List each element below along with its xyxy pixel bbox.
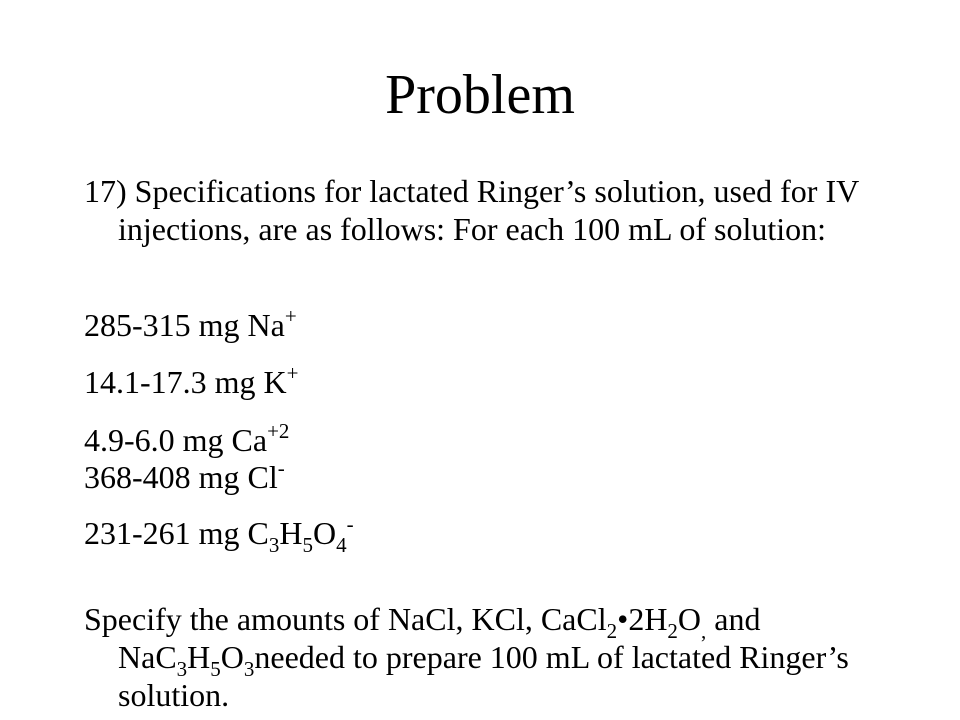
spec-calcium — [84, 421, 289, 459]
question-sub-b: 2 — [667, 619, 678, 643]
spec-lactate-charge: - — [346, 512, 354, 536]
spec-lactate-sub-o: 4 — [336, 533, 347, 557]
spec-chloride — [84, 458, 285, 496]
slide-title: Problem — [385, 64, 575, 126]
question-part-3: O — [677, 601, 702, 637]
question-part-1: Specify the amounts of NaCl, KCl, CaCl — [84, 601, 607, 637]
spec-sodium-text: 285-315 mg Na — [84, 307, 285, 343]
spec-lactate-text: 231-261 mg C — [84, 515, 269, 551]
spec-lactate-h: H — [279, 515, 303, 551]
problem-statement: 17) Specifications for lactated Ringer’s solution, used for IV injections, are as follows: For each 100 mL of solution: — [84, 173, 859, 247]
question-part-5: H — [187, 639, 211, 675]
spec-lactate-o: O — [313, 515, 337, 551]
spec-sodium — [84, 306, 297, 344]
question-sub-c: , — [701, 619, 707, 643]
spec-calcium-charge: +2 — [267, 419, 290, 443]
spec-potassium-text: 14.1-17.3 mg K — [84, 364, 287, 400]
question-part-6: O — [220, 639, 244, 675]
spec-chloride-charge: - — [277, 456, 285, 480]
spec-sodium-charge: + — [284, 304, 297, 328]
spec-potassium-charge: + — [286, 361, 299, 385]
question-part-4: and NaC — [118, 601, 761, 675]
spec-lactate-sub-h: 5 — [302, 533, 313, 557]
question-part-2: •2H — [617, 601, 668, 637]
question-part-7: needed to prepare 100 mL of lactated Ringer’s solution. — [118, 639, 849, 713]
spec-lactate-sub-c: 3 — [268, 533, 280, 557]
question-text — [84, 600, 918, 714]
question-sub-f: 3 — [243, 657, 255, 681]
question-sub-a: 2 — [606, 619, 618, 643]
question-sub-d: 3 — [176, 657, 188, 681]
spec-calcium-text: 4.9-6.0 mg Ca — [84, 422, 268, 458]
question-sub-e: 5 — [210, 657, 221, 681]
spec-lactate — [84, 512, 354, 557]
spec-chloride-text: 368-408 mg Cl — [84, 459, 278, 495]
spec-potassium — [84, 363, 299, 401]
